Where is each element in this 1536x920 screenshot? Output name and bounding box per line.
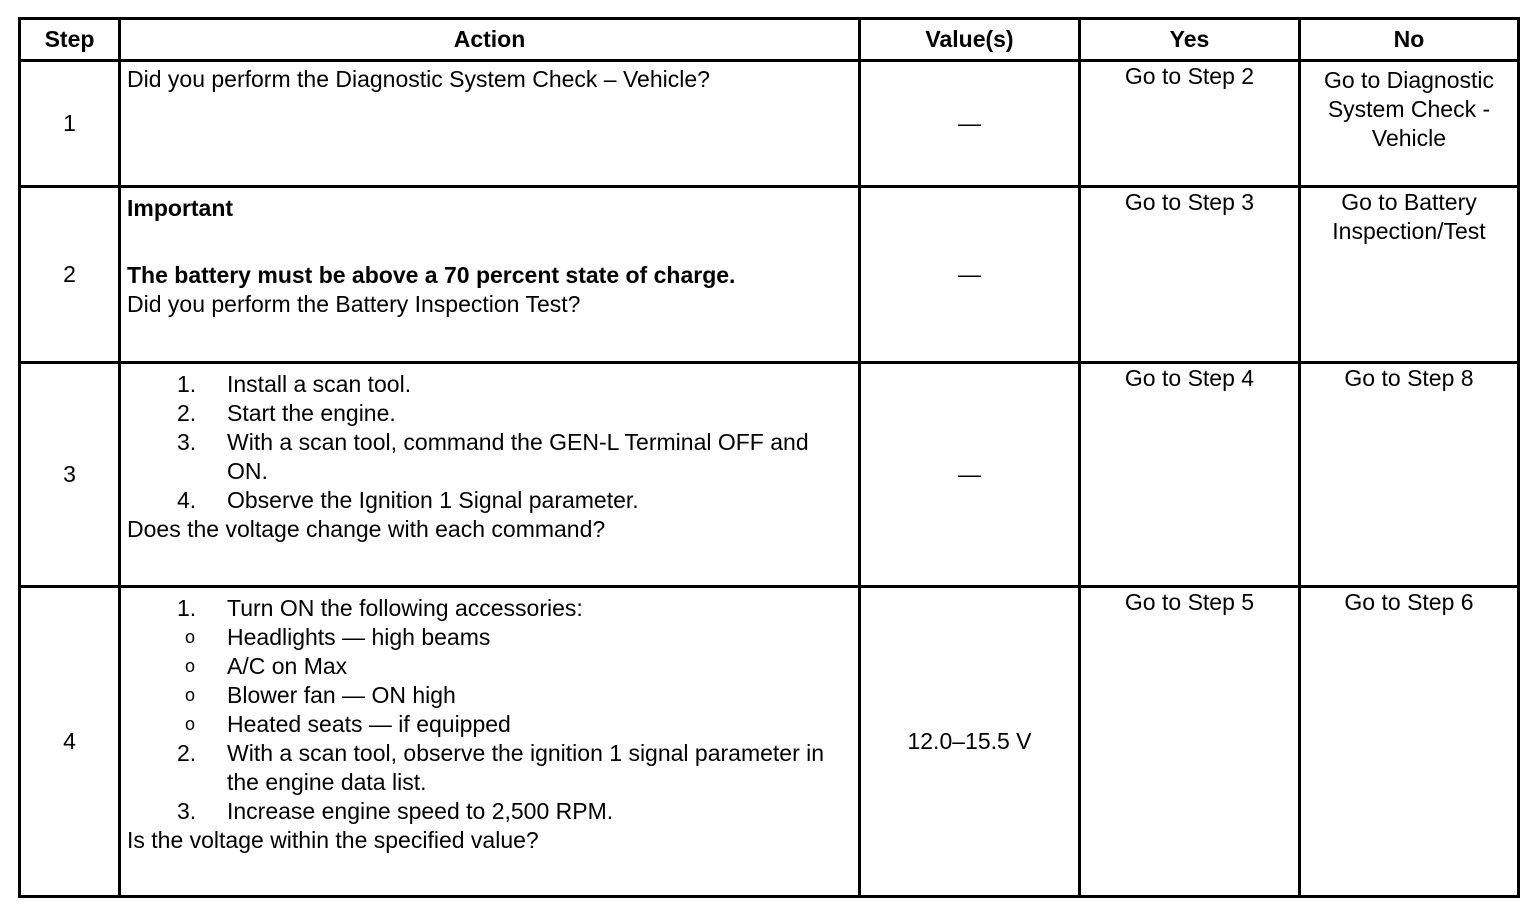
no-link[interactable]: Go to Diagnostic System Check - Vehicle xyxy=(1323,67,1495,151)
important-text: The battery must be above a 70 percent state of charge. xyxy=(127,262,736,288)
header-no: No xyxy=(1300,19,1519,61)
header-value: Value(s) xyxy=(860,19,1080,61)
yes-link[interactable]: Go to Step 3 xyxy=(1124,189,1255,215)
action-cell xyxy=(120,61,860,187)
procedure-list xyxy=(127,370,852,515)
list-item: 1. Install a scan tool. xyxy=(177,371,412,397)
yes-link[interactable]: Go to Step 4 xyxy=(1124,365,1255,391)
list-item: 1. Turn ON the following accessories: xyxy=(177,595,583,621)
list-item: o A/C on Max xyxy=(185,653,348,679)
no-cell xyxy=(1300,61,1519,187)
action-cell xyxy=(120,587,860,897)
important-label: Important xyxy=(127,195,234,221)
diagnostic-table xyxy=(18,17,1520,898)
yes-cell xyxy=(1080,363,1300,587)
value-cell: — xyxy=(860,363,1080,587)
no-link[interactable]: Go to Step 8 xyxy=(1344,365,1474,391)
yes-cell xyxy=(1080,587,1300,897)
question-text: Did you perform the Diagnostic System Check – Vehicle? xyxy=(127,66,710,92)
no-cell xyxy=(1300,187,1519,363)
question-text: Did you perform the Battery Inspection Test? xyxy=(127,291,581,317)
list-item: 4. Observe the Ignition 1 Signal parameter. xyxy=(177,487,639,513)
step-number: 3 xyxy=(20,363,120,587)
procedure-list xyxy=(127,739,852,826)
step-number: 1 xyxy=(20,61,120,187)
value-cell: — xyxy=(860,187,1080,363)
action-cell xyxy=(120,363,860,587)
step-number: 2 xyxy=(20,187,120,363)
table-row xyxy=(20,587,1519,897)
yes-link[interactable]: Go to Step 2 xyxy=(1124,63,1255,89)
no-link[interactable]: Go to Battery Inspection/Test xyxy=(1332,189,1486,244)
procedure-list xyxy=(127,594,852,623)
header-row xyxy=(20,19,1519,61)
question-text: Does the voltage change with each command? xyxy=(127,516,606,542)
list-item: 2. With a scan tool, observe the ignition 1 signal parameter in the engine data list. xyxy=(177,740,825,795)
list-item: o Blower fan — ON high xyxy=(185,682,456,708)
accessory-list xyxy=(127,623,852,739)
list-item: 3. With a scan tool, command the GEN-L Terminal OFF and ON. xyxy=(177,429,809,484)
step-number: 4 xyxy=(20,587,120,897)
header-yes: Yes xyxy=(1080,19,1300,61)
table-row xyxy=(20,363,1519,587)
no-link[interactable]: Go to Step 6 xyxy=(1344,589,1474,615)
no-cell xyxy=(1300,587,1519,897)
list-item: o Heated seats — if equipped xyxy=(185,711,511,737)
yes-cell xyxy=(1080,187,1300,363)
value-cell: — xyxy=(860,61,1080,187)
yes-cell xyxy=(1080,61,1300,187)
header-action: Action xyxy=(120,19,860,61)
header-step: Step xyxy=(20,19,120,61)
list-item: 3. Increase engine speed to 2,500 RPM. xyxy=(177,798,614,824)
table-row xyxy=(20,187,1519,363)
value-cell: 12.0–15.5 V xyxy=(860,587,1080,897)
action-cell xyxy=(120,187,860,363)
yes-link[interactable]: Go to Step 5 xyxy=(1124,589,1255,615)
table-row xyxy=(20,61,1519,187)
list-item: o Headlights — high beams xyxy=(185,624,491,650)
question-text: Is the voltage within the specified value? xyxy=(127,827,539,853)
list-item: 2. Start the engine. xyxy=(177,400,396,426)
no-cell xyxy=(1300,363,1519,587)
